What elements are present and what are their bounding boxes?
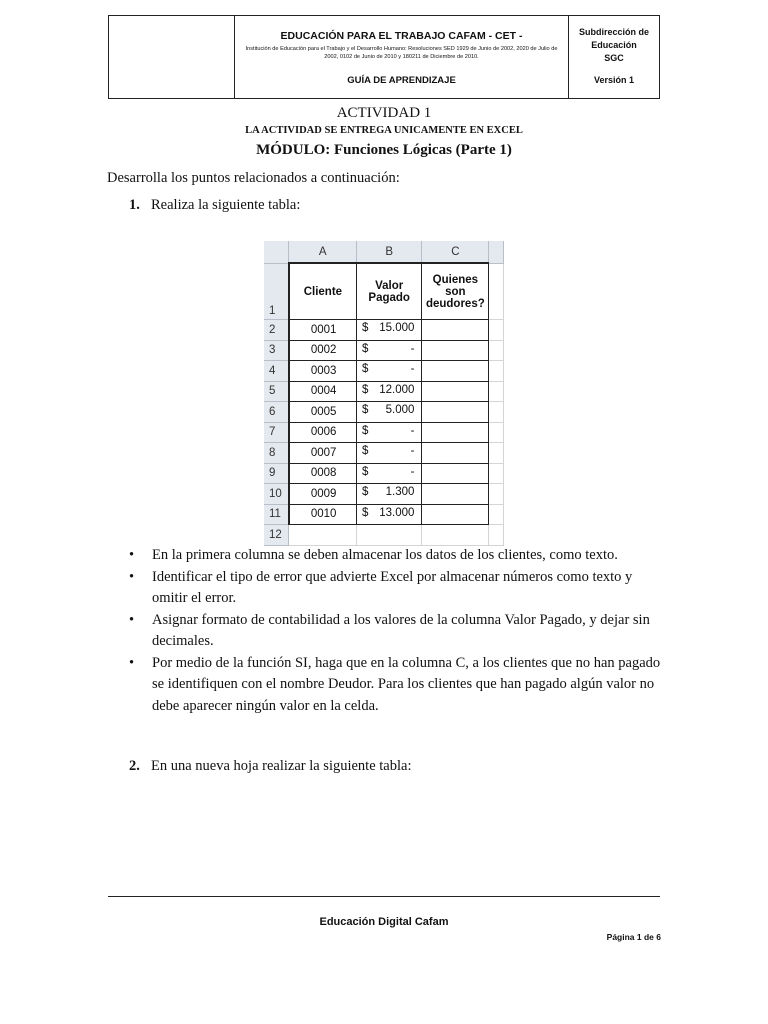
table-row bbox=[264, 422, 504, 443]
currency-symbol: $ bbox=[361, 486, 369, 498]
header-deudores: Quienes son deudores? bbox=[422, 263, 489, 320]
cell-cliente: 0003 bbox=[289, 361, 357, 382]
header-right bbox=[569, 16, 659, 98]
item-1 bbox=[129, 197, 300, 214]
currency-symbol: $ bbox=[361, 506, 369, 519]
amount: 1.300 bbox=[385, 486, 415, 498]
amount: - bbox=[410, 342, 415, 355]
footer-text: Educación Digital Cafam bbox=[319, 916, 449, 928]
header-center bbox=[235, 16, 569, 98]
header-right-line3: SGC bbox=[604, 53, 624, 63]
cell-cliente: 0008 bbox=[289, 463, 357, 484]
amount: - bbox=[410, 465, 415, 478]
instructions-list bbox=[129, 545, 669, 717]
amount: 15.000 bbox=[379, 322, 415, 334]
col-header-c: C bbox=[422, 241, 489, 263]
cell-valor bbox=[356, 484, 422, 505]
amount: - bbox=[410, 363, 415, 375]
intro-text: Desarrolla los puntos relacionados a continuación: bbox=[107, 170, 400, 186]
sheet-corner bbox=[264, 241, 289, 263]
item-2-text: En una nueva hoja realizar la siguiente tabla: bbox=[151, 758, 412, 774]
header-valor-pagado: Valor Pagado bbox=[356, 263, 422, 320]
cell-deudor bbox=[422, 361, 489, 382]
row-number: 7 bbox=[264, 422, 289, 443]
logo-area bbox=[109, 16, 235, 98]
item-2 bbox=[129, 758, 411, 775]
cell-cliente: 0004 bbox=[289, 381, 357, 402]
table-row bbox=[264, 463, 504, 484]
row-number: 11 bbox=[264, 504, 289, 525]
spreadsheet-image bbox=[264, 241, 504, 541]
cell-deudor bbox=[422, 463, 489, 484]
cell-cliente: 0009 bbox=[289, 484, 357, 505]
currency-symbol: $ bbox=[361, 383, 369, 396]
col-header-a: A bbox=[289, 241, 357, 263]
col-header-b: B bbox=[356, 241, 422, 263]
row-number: 3 bbox=[264, 340, 289, 361]
row-number: 2 bbox=[264, 320, 289, 341]
activity-note: LA ACTIVIDAD SE ENTREGA UNICAMENTE EN EXCEL bbox=[245, 125, 523, 136]
currency-symbol: $ bbox=[361, 465, 369, 478]
cell-deudor bbox=[422, 484, 489, 505]
item-1-number: 1. bbox=[129, 197, 140, 213]
header-right-line1: Subdirección de bbox=[578, 27, 649, 37]
cell-valor bbox=[356, 463, 422, 484]
list-item: • Por medio de la función SI, haga que en la columna C, a los clientes que no han pagado se identifiquen con el nombre Deudor. Para los clientes que han pagado algún valor no debe aparecer ningún valor en la celda. bbox=[129, 654, 661, 714]
currency-symbol: $ bbox=[361, 363, 369, 375]
cell-cliente: 0006 bbox=[289, 422, 357, 443]
table-row bbox=[264, 361, 504, 382]
amount: 5.000 bbox=[385, 404, 415, 416]
row-number: 10 bbox=[264, 484, 289, 505]
cell-deudor bbox=[422, 402, 489, 423]
module-title: MÓDULO: Funciones Lógicas (Parte 1) bbox=[256, 142, 512, 158]
cell-valor bbox=[356, 443, 422, 464]
list-item: • En la primera columna se deben almacenar los datos de los clientes, como texto. bbox=[129, 547, 618, 563]
cell-cliente: 0007 bbox=[289, 443, 357, 464]
institution-title: EDUCACIÓN PARA EL TRABAJO CAFAM - CET - bbox=[280, 30, 523, 42]
cell-valor bbox=[356, 361, 422, 382]
cell-valor bbox=[356, 504, 422, 525]
cell-cliente: 0010 bbox=[289, 504, 357, 525]
cell-cliente: 0002 bbox=[289, 340, 357, 361]
table-row bbox=[264, 381, 504, 402]
list-item: • Identificar el tipo de error que advierte Excel por almacenar números como texto y omitir el error. bbox=[129, 568, 633, 606]
cell-deudor bbox=[422, 340, 489, 361]
currency-symbol: $ bbox=[361, 342, 369, 355]
cell-deudor bbox=[422, 422, 489, 443]
row-number: 6 bbox=[264, 402, 289, 423]
table-row bbox=[264, 320, 504, 341]
row-number: 12 bbox=[264, 525, 289, 546]
row-number: 8 bbox=[264, 443, 289, 464]
page-number: Página 1 de 6 bbox=[606, 932, 661, 942]
amount: - bbox=[410, 424, 415, 437]
cell-cliente: 0005 bbox=[289, 402, 357, 423]
cell-valor bbox=[356, 402, 422, 423]
list-item: • Asignar formato de contabilidad a los valores de la columna Valor Pagado, y dejar sin decimales. bbox=[129, 611, 650, 649]
amount: 13.000 bbox=[379, 506, 415, 519]
item-2-number: 2. bbox=[129, 758, 140, 774]
guide-label: GUÍA DE APRENDIZAJE bbox=[347, 75, 456, 86]
cell-deudor bbox=[422, 320, 489, 341]
row-number: 1 bbox=[264, 263, 289, 320]
row-number: 9 bbox=[264, 463, 289, 484]
header-cliente: Cliente bbox=[289, 263, 357, 320]
table-row bbox=[264, 402, 504, 423]
cell-cliente: 0001 bbox=[289, 320, 357, 341]
institution-subtitle: Institución de Educación para el Trabajo y el Desarrollo Humano: Resoluciones SED 1929 de Junio de 2002, 2020 de Julio de 2002, 0102 de Junio de 2010 y 180211 de Diciembre de 2010. bbox=[245, 46, 558, 60]
cell-valor bbox=[356, 422, 422, 443]
cell-deudor bbox=[422, 381, 489, 402]
row-number: 5 bbox=[264, 381, 289, 402]
amount: 12.000 bbox=[379, 383, 415, 396]
table-row bbox=[264, 340, 504, 361]
table-row bbox=[264, 484, 504, 505]
item-1-text: Realiza la siguiente tabla: bbox=[151, 197, 301, 213]
cell-deudor bbox=[422, 504, 489, 525]
currency-symbol: $ bbox=[361, 404, 369, 416]
cell-valor bbox=[356, 320, 422, 341]
footer-divider bbox=[108, 896, 660, 897]
activity-title: ACTIVIDAD 1 bbox=[336, 105, 432, 121]
cell-valor bbox=[356, 381, 422, 402]
document-header bbox=[108, 15, 660, 99]
currency-symbol: $ bbox=[361, 445, 369, 457]
row-number: 4 bbox=[264, 361, 289, 382]
version-label: Versión 1 bbox=[593, 75, 635, 85]
cell-valor bbox=[356, 340, 422, 361]
header-right-line2: Educación bbox=[591, 40, 637, 50]
cell-deudor bbox=[422, 443, 489, 464]
table-row bbox=[264, 504, 504, 525]
currency-symbol: $ bbox=[361, 322, 369, 334]
amount: - bbox=[410, 445, 415, 457]
currency-symbol: $ bbox=[361, 424, 369, 437]
table-row bbox=[264, 443, 504, 464]
